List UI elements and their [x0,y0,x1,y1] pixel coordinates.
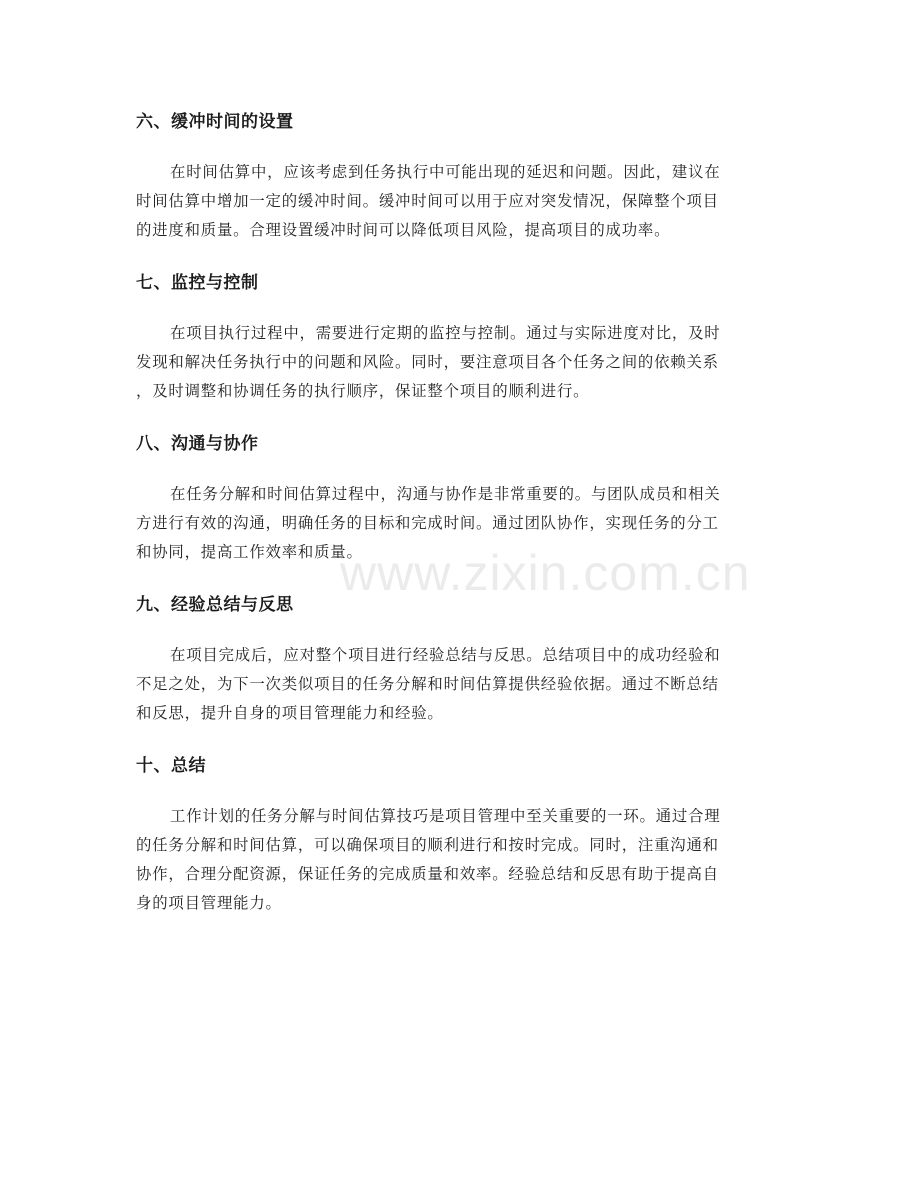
paragraph-line: 在时间估算中，应该考虑到任务执行中可能出现的延迟和问题。因此，建议在 [170,163,721,181]
paragraph-line: 在任务分解和时间估算过程中，沟通与协作是非常重要的。与团队成员和相关 [170,485,721,503]
paragraph-line: 的进度和质量。合理设置缓冲时间可以降低项目风险，提高项目的成功率。 [136,221,671,239]
paragraph-line: 工作计划的任务分解与时间估算技巧是项目管理中至关重要的一环。通过合理 [170,807,721,825]
watermark: www.zixin.com.cn [340,545,751,601]
paragraph-line: 在项目执行过程中，需要进行定期的监控与控制。通过与实际进度对比，及时 [170,324,721,342]
paragraph-line: 方进行有效的沟通，明确任务的目标和完成时间。通过团队协作，实现任务的分工 [136,514,719,532]
paragraph-line: 和反思，提升自身的项目管理能力和经验。 [136,704,444,722]
section-paragraph-summary [136,802,786,918]
paragraph-line: 时间估算中增加一定的缓冲时间。缓冲时间可以用于应对突发情况，保障整个项目 [136,192,719,210]
paragraph-line: 协作，合理分配资源，保证任务的完成质量和效率。经验总结和反思有助于提高自 [136,865,719,883]
section-title-buffer-time: 六、缓冲时间的设置 [136,112,294,132]
section-title-summary: 十、总结 [136,756,206,776]
section-title-monitoring-control: 七、监控与控制 [136,273,259,293]
paragraph-line: 在项目完成后，应对整个项目进行经验总结与反思。总结项目中的成功经验和 [170,646,721,664]
paragraph-line: 不足之处，为下一次类似项目的任务分解和时间估算提供经验依据。通过不断总结 [136,675,719,693]
section-paragraph-experience-review [136,641,786,728]
paragraph-line: 和协同，提高工作效率和质量。 [136,543,363,561]
document-body [136,106,786,940]
paragraph-line: 发现和解决任务执行中的问题和风险。同时，要注意项目各个任务之间的依赖关系 [136,353,719,371]
section-paragraph-monitoring-control [136,319,786,406]
paragraph-line: 的任务分解和时间估算，可以确保项目的顺利进行和按时完成。同时，注重沟通和 [136,836,719,854]
section-paragraph-buffer-time [136,158,786,245]
section-paragraph-communication [136,480,786,567]
section-title-experience-review: 九、经验总结与反思 [136,595,294,615]
section-title-communication: 八、沟通与协作 [136,434,259,454]
paragraph-line: 身的项目管理能力。 [136,894,282,912]
paragraph-line: ，及时调整和协调任务的执行顺序，保证整个项目的顺利进行。 [136,382,590,400]
